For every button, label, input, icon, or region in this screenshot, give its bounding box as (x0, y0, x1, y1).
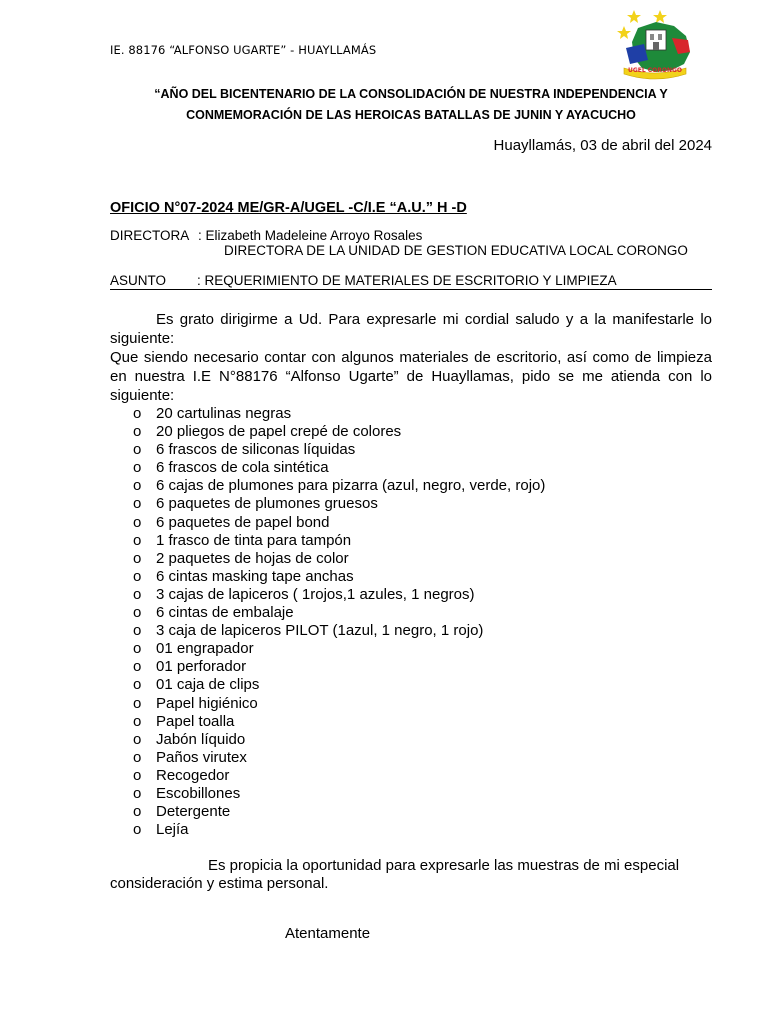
list-item (110, 514, 712, 532)
list-bullet: o (133, 766, 142, 784)
logo-star (617, 26, 631, 39)
list-item (110, 532, 712, 550)
list-item-text: 6 frascos de siliconas líquidas (156, 441, 356, 459)
list-bullet: o (133, 676, 142, 694)
place-date: Huayllamás, 03 de abril del 2024 (493, 137, 712, 154)
list-item-text: Papel higiénico (156, 694, 258, 712)
list-item (110, 586, 712, 604)
list-item-text: 6 cintas masking tape anchas (156, 567, 354, 585)
list-item-text: 6 frascos de cola sintética (156, 459, 329, 477)
list-bullet: o (133, 477, 142, 495)
list-bullet: o (133, 712, 142, 730)
list-item (110, 604, 712, 622)
request-paragraph: Que siendo necesario contar con algunos materiales de escritorio, así como de limpieza en nuestra I.E N°88176 “Alfonso Ugarte” de Huayllamas, pido se me atienda con lo siguiente: (110, 349, 712, 404)
list-item-text: 01 engrapador (156, 640, 254, 658)
list-bullet: o (133, 423, 142, 441)
list-bullet: o (133, 513, 142, 531)
list-item (110, 695, 712, 713)
list-item-text: Escobillones (156, 784, 241, 802)
list-bullet: o (133, 531, 142, 549)
list-item (110, 640, 712, 658)
motto-line-1: “AÑO DEL BICENTENARIO DE LA CONSOLIDACIÓN DE NUESTRA INDEPENDENCIA Y (154, 87, 668, 101)
year-motto (110, 84, 712, 126)
signoff: Atentamente (285, 925, 371, 942)
list-item (110, 767, 712, 785)
list-item (110, 568, 712, 586)
school-header: IE. 88176 “ALFONSO UGARTE” - HUAYLLAMÁS (110, 43, 377, 57)
list-item-text: 20 pliegos de papel crepé de colores (156, 423, 402, 441)
logo-star (627, 10, 641, 23)
list-item (110, 803, 712, 821)
letter-body (110, 310, 712, 839)
list-bullet: o (133, 694, 142, 712)
list-bullet: o (133, 405, 142, 422)
list-bullet: o (133, 658, 142, 676)
subject-line (110, 273, 712, 290)
list-bullet: o (133, 495, 142, 513)
recipient-position: DIRECTORA DE LA UNIDAD DE GESTION EDUCATIVA LOCAL CORONGO (224, 243, 688, 258)
list-item (110, 676, 712, 694)
list-item-text: 1 frasco de tinta para tampón (156, 531, 352, 549)
list-item-text: Detergente (156, 803, 231, 821)
logo-banner-text: UGEL CORONGO (627, 67, 683, 74)
list-bullet: o (133, 567, 142, 585)
list-bullet: o (133, 585, 142, 603)
list-item-text: Paños virutex (156, 748, 247, 766)
list-bullet: o (133, 748, 142, 766)
recipient-line (110, 228, 422, 243)
list-bullet: o (133, 640, 142, 658)
list-item (110, 459, 712, 477)
list-item (110, 749, 712, 767)
list-bullet: o (133, 441, 142, 459)
greeting-paragraph: Es grato dirigirme a Ud. Para expresarle mi cordial saludo y a la manifestarle lo siguiente: (110, 311, 712, 347)
list-item (110, 550, 712, 568)
oficio-number: OFICIO N°07-2024 ME/GR-A/UGEL -C/I.E “A.U.” H -D (110, 200, 467, 216)
list-bullet: o (133, 604, 142, 622)
list-item-text: 6 cintas de embalaje (156, 604, 294, 622)
list-item (110, 658, 712, 676)
list-item (110, 477, 712, 495)
list-item-text: 20 cartulinas negras (156, 405, 292, 422)
list-item-text: Jabón líquido (156, 730, 246, 748)
list-item-text: 6 cajas de plumones para pizarra (azul, negro, verde, rojo) (156, 477, 546, 495)
motto-line-2: CONMEMORACIÓN DE LAS HEROICAS BATALLAS DE JUNIN Y AYACUCHO (186, 108, 636, 122)
logo-star (653, 10, 667, 23)
list-bullet: o (133, 821, 142, 839)
list-item-text: Lejía (156, 821, 189, 839)
closing-line-2: consideración y estima personal. (110, 875, 329, 892)
list-bullet: o (133, 549, 142, 567)
list-item-text: 6 paquetes de papel bond (156, 513, 330, 531)
list-item-text: 6 paquetes de plumones gruesos (156, 495, 378, 513)
list-bullet: o (133, 803, 142, 821)
list-item-text: Papel toalla (156, 712, 235, 730)
list-item (110, 405, 712, 423)
list-item (110, 713, 712, 731)
closing-line-1: Es propicia la oportunidad para expresarle las muestras de mi especial (208, 857, 680, 874)
recipient-name: : Elizabeth Madeleine Arroyo Rosales (198, 228, 423, 243)
list-item (110, 441, 712, 459)
list-bullet: o (133, 784, 142, 802)
list-item-text: 01 perforador (156, 658, 247, 676)
list-item (110, 622, 712, 640)
subject-text: : REQUERIMIENTO DE MATERIALES DE ESCRITORIO Y LIMPIEZA (197, 273, 617, 288)
closing-paragraph (110, 857, 712, 893)
list-item-text: 2 paquetes de hojas de color (156, 549, 349, 567)
subject-label: ASUNTO (110, 273, 167, 288)
recipient-label: DIRECTORA (110, 228, 190, 243)
list-item (110, 821, 712, 839)
list-bullet: o (133, 622, 142, 640)
list-item (110, 495, 712, 513)
ugel-corongo-logo (616, 8, 694, 82)
list-item-text: 01 caja de clips (156, 676, 260, 694)
list-item-text: 3 caja de lapiceros PILOT (1azul, 1 negro, 1 rojo) (156, 622, 484, 640)
list-item (110, 423, 712, 441)
list-item-text: Recogedor (156, 766, 230, 784)
list-item (110, 731, 712, 749)
materials-list (110, 405, 712, 839)
list-bullet: o (133, 730, 142, 748)
list-item-text: 3 cajas de lapiceros ( 1rojos,1 azules, 1 negros) (156, 585, 475, 603)
list-item (110, 785, 712, 803)
list-bullet: o (133, 459, 142, 477)
